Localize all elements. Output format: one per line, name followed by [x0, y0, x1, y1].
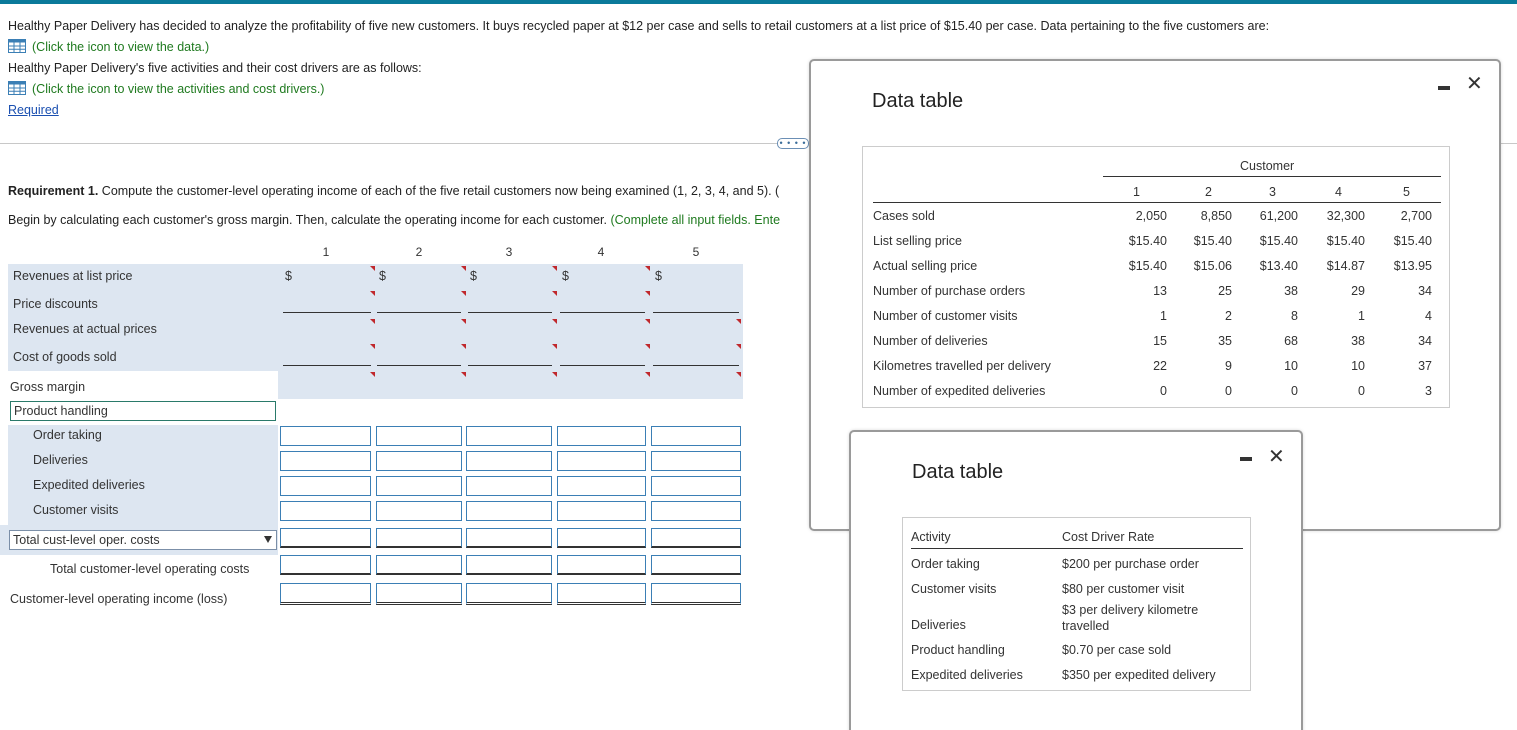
activity-header: Activity — [911, 530, 951, 544]
data-row-label: List selling price — [873, 234, 962, 248]
activity-name: Deliveries — [911, 618, 966, 632]
activity-name: Customer visits — [911, 582, 997, 596]
amount-input[interactable] — [557, 501, 646, 521]
data-cell: 9 — [1225, 359, 1232, 373]
amount-input[interactable] — [557, 528, 646, 548]
answer-flag-icon — [736, 372, 741, 377]
amount-input[interactable] — [280, 501, 371, 521]
amount-input[interactable] — [376, 501, 462, 521]
data-cell: $15.40 — [1326, 234, 1365, 248]
cell-underline — [468, 312, 552, 313]
column-header: 3 — [505, 245, 513, 259]
row-label: Gross margin — [10, 380, 86, 394]
data-cell: 22 — [1153, 359, 1167, 373]
operating-income-label: Customer-level operating income (loss) — [10, 592, 228, 606]
customer-col-header: 2 — [1205, 185, 1212, 199]
amount-input[interactable] — [280, 583, 371, 605]
instruction-text: Begin by calculating each customer's gross margin. Then, calculate the operating income for each customer. — [8, 213, 611, 227]
answer-flag-icon — [552, 372, 557, 377]
customer-group-header: Customer — [1240, 159, 1295, 173]
data-cell: $15.40 — [1128, 259, 1167, 273]
data-cell: 61,200 — [1259, 209, 1298, 223]
data-cell: 8 — [1291, 309, 1298, 323]
cost-driver-rate: $350 per expedited delivery — [1062, 668, 1216, 682]
row-label: Cost of goods sold — [13, 350, 117, 364]
cost-driver-rate: $80 per customer visit — [1062, 582, 1185, 596]
answer-flag-icon — [552, 344, 557, 349]
amount-input[interactable] — [651, 501, 741, 521]
data-cell: 68 — [1284, 334, 1298, 348]
amount-input[interactable] — [651, 555, 741, 575]
cell-underline — [283, 365, 371, 366]
amount-input[interactable] — [466, 501, 552, 521]
minimize-icon[interactable] — [1438, 86, 1450, 90]
requirement-label: Requirement 1. — [8, 184, 99, 198]
amount-input[interactable] — [651, 426, 741, 446]
amount-input[interactable] — [466, 583, 552, 605]
row-label: Price discounts — [13, 297, 98, 311]
answer-flag-icon — [370, 319, 375, 324]
cost-driver-rate: $3 per delivery kilometre travelled — [1062, 603, 1199, 633]
data-cell: 1 — [1358, 309, 1365, 323]
rate-header: Cost Driver Rate — [1062, 530, 1155, 544]
data-cell: 32,300 — [1326, 209, 1365, 223]
amount-input[interactable] — [557, 583, 646, 605]
minimize-icon[interactable] — [1240, 457, 1252, 461]
amount-input[interactable] — [376, 583, 462, 605]
activity-name: Order taking — [911, 557, 980, 571]
cell-underline — [560, 365, 645, 366]
data-row-label: Number of deliveries — [873, 334, 988, 348]
data-cell: 34 — [1418, 284, 1432, 298]
activity-name: Expedited deliveries — [911, 668, 1023, 682]
amount-input[interactable] — [466, 528, 552, 548]
data-cell: 0 — [1225, 384, 1232, 398]
amount-input[interactable] — [466, 476, 552, 496]
answer-flag-icon — [645, 291, 650, 296]
product-handling-input[interactable]: Product handling — [10, 401, 276, 421]
data-cell: 1 — [1160, 309, 1167, 323]
cell-underline — [377, 312, 461, 313]
customer-col-header: 3 — [1269, 185, 1276, 199]
amount-input[interactable] — [466, 426, 552, 446]
data-cell: 25 — [1218, 284, 1232, 298]
customer-data-table — [862, 146, 1450, 408]
table-icon[interactable] — [8, 81, 26, 95]
data-cell: $13.95 — [1393, 259, 1432, 273]
cost-driver-modal — [849, 430, 1303, 730]
amount-input[interactable] — [376, 555, 462, 575]
modal-title: Data table — [872, 90, 964, 112]
data-cell: $15.40 — [1393, 234, 1432, 248]
cost-row-label: Deliveries — [33, 453, 88, 467]
worksheet-shade — [278, 371, 743, 399]
cost-row-label: Customer visits — [33, 503, 119, 517]
amount-input[interactable] — [557, 426, 646, 446]
cost-row-label: Expedited deliveries — [33, 478, 145, 492]
cell-underline — [560, 312, 645, 313]
view-data-link[interactable] — [8, 37, 1269, 58]
cost-row-label: Order taking — [33, 428, 102, 442]
answer-flag-icon — [370, 291, 375, 296]
answer-flag-icon — [370, 266, 375, 271]
data-cell: 0 — [1160, 384, 1167, 398]
answer-flag-icon — [736, 344, 741, 349]
amount-input[interactable] — [280, 476, 371, 496]
data-cell: 34 — [1418, 334, 1432, 348]
answer-flag-icon — [370, 372, 375, 377]
data-cell: 13 — [1153, 284, 1167, 298]
top-accent-bar — [0, 0, 1517, 4]
total-costs-dropdown[interactable] — [9, 530, 277, 550]
data-row-label: Number of customer visits — [873, 309, 1018, 323]
data-cell: 37 — [1418, 359, 1432, 373]
header-rule — [1103, 176, 1441, 177]
header-rule — [911, 548, 1243, 549]
amount-input[interactable] — [651, 476, 741, 496]
data-cell: 38 — [1351, 334, 1365, 348]
dollar-sign: $ — [655, 269, 662, 283]
dollar-sign: $ — [470, 269, 477, 283]
table-icon[interactable] — [8, 39, 26, 53]
dropdown-value: Total cust-level oper. costs — [13, 533, 160, 547]
customer-col-header: 1 — [1133, 185, 1140, 199]
answer-flag-icon — [461, 372, 466, 377]
column-header: 2 — [415, 245, 423, 259]
intro-line-2: Healthy Paper Delivery's five activities and their cost drivers are as follows: — [8, 61, 422, 75]
column-header: 1 — [322, 245, 330, 259]
amount-input[interactable] — [376, 451, 462, 471]
answer-flag-icon — [645, 319, 650, 324]
modal-title: Data table — [912, 461, 1004, 483]
amount-input[interactable] — [280, 426, 371, 446]
cell-underline — [468, 365, 552, 366]
close-icon[interactable]: ✕ — [1466, 73, 1483, 95]
data-cell: $15.40 — [1259, 234, 1298, 248]
data-cell: 2 — [1225, 309, 1232, 323]
dollar-sign: $ — [285, 269, 292, 283]
close-icon[interactable]: ✕ — [1268, 446, 1285, 468]
data-cell: $15.06 — [1193, 259, 1232, 273]
answer-flag-icon — [736, 319, 741, 324]
amount-input[interactable] — [651, 528, 741, 548]
cell-underline — [653, 312, 739, 313]
cost-driver-rate: $0.70 per case sold — [1062, 643, 1172, 657]
dollar-sign: $ — [562, 269, 569, 283]
answer-flag-icon — [461, 344, 466, 349]
row-label: Revenues at list price — [13, 269, 133, 283]
cost-driver-table — [902, 517, 1251, 691]
data-cell: $15.40 — [1128, 234, 1167, 248]
cell-underline — [377, 365, 461, 366]
data-cell: 0 — [1291, 384, 1298, 398]
answer-flag-icon — [461, 319, 466, 324]
amount-input[interactable] — [557, 476, 646, 496]
amount-input[interactable] — [466, 555, 552, 575]
amount-input[interactable] — [651, 583, 741, 605]
total-costs-label: Total customer-level operating costs — [50, 562, 250, 576]
customer-col-header: 4 — [1335, 185, 1342, 199]
dollar-sign: $ — [379, 269, 386, 283]
data-cell: 3 — [1425, 384, 1432, 398]
amount-input[interactable] — [557, 555, 646, 575]
required-link[interactable]: Required — [8, 103, 59, 117]
data-row-label: Kilometres travelled per delivery — [873, 359, 1051, 373]
data-cell: 8,850 — [1200, 209, 1232, 223]
data-cell: 35 — [1218, 334, 1232, 348]
data-cell: 10 — [1284, 359, 1298, 373]
view-activities-link-text[interactable]: (Click the icon to view the activities and cost drivers.) — [32, 82, 325, 96]
answer-flag-icon — [552, 319, 557, 324]
data-cell: $14.87 — [1326, 259, 1365, 273]
activity-name: Product handling — [911, 643, 1005, 657]
data-cell: 29 — [1351, 284, 1365, 298]
amount-input[interactable] — [376, 426, 462, 446]
amount-input[interactable] — [280, 555, 371, 575]
answer-flag-icon — [370, 344, 375, 349]
amount-input[interactable] — [280, 451, 371, 471]
data-row-label: Cases sold — [873, 209, 935, 223]
data-cell: 38 — [1284, 284, 1298, 298]
data-row-label: Number of purchase orders — [873, 284, 1026, 298]
data-cell: $13.40 — [1259, 259, 1298, 273]
data-cell: $15.40 — [1193, 234, 1232, 248]
cell-underline — [283, 312, 371, 313]
answer-flag-icon — [461, 291, 466, 296]
answer-flag-icon — [552, 291, 557, 296]
dropdown-arrow-icon[interactable] — [264, 536, 272, 543]
instruction-hint: (Complete all input fields. Ente — [610, 213, 781, 227]
answer-flag-icon — [461, 266, 466, 271]
data-cell: 2,700 — [1400, 209, 1432, 223]
answer-flag-icon — [645, 266, 650, 271]
header-rule — [873, 202, 1441, 203]
requirement-1 — [8, 184, 779, 198]
view-data-link-text[interactable]: (Click the icon to view the data.) — [32, 40, 210, 54]
data-cell: 4 — [1425, 309, 1432, 323]
data-row-label: Actual selling price — [873, 259, 978, 273]
answer-flag-icon — [645, 344, 650, 349]
cost-driver-rate: $200 per purchase order — [1062, 557, 1199, 571]
data-cell: 2,050 — [1135, 209, 1167, 223]
amount-input[interactable] — [557, 451, 646, 471]
column-header: 5 — [692, 245, 700, 259]
cell-underline — [653, 365, 739, 366]
column-header: 4 — [597, 245, 605, 259]
answer-flag-icon — [645, 372, 650, 377]
data-row-label: Number of expedited deliveries — [873, 384, 1046, 398]
amount-input[interactable] — [651, 451, 741, 471]
data-cell: 0 — [1358, 384, 1365, 398]
requirement-instructions — [8, 213, 780, 227]
amount-input[interactable] — [376, 476, 462, 496]
row-label: Revenues at actual prices — [13, 322, 157, 336]
expand-ellipsis-button[interactable]: • • • • — [777, 138, 809, 149]
intro-line-1: Healthy Paper Delivery has decided to analyze the profitability of five new customers. It buys recycled paper at $12 per case and sells to retail customers at a list price of $15.40 per case. Data pertaining to the five customers are: — [8, 19, 1270, 33]
answer-flag-icon — [552, 266, 557, 271]
data-cell: 10 — [1351, 359, 1365, 373]
amount-input[interactable] — [280, 528, 371, 548]
customer-col-header: 5 — [1403, 185, 1410, 199]
amount-input[interactable] — [466, 451, 552, 471]
amount-input[interactable] — [376, 528, 462, 548]
data-cell: 15 — [1153, 334, 1167, 348]
requirement-text: Compute the customer-level operating income of each of the five retail customers now being examined (1, 2, 3, 4, and 5). ( — [98, 184, 780, 198]
